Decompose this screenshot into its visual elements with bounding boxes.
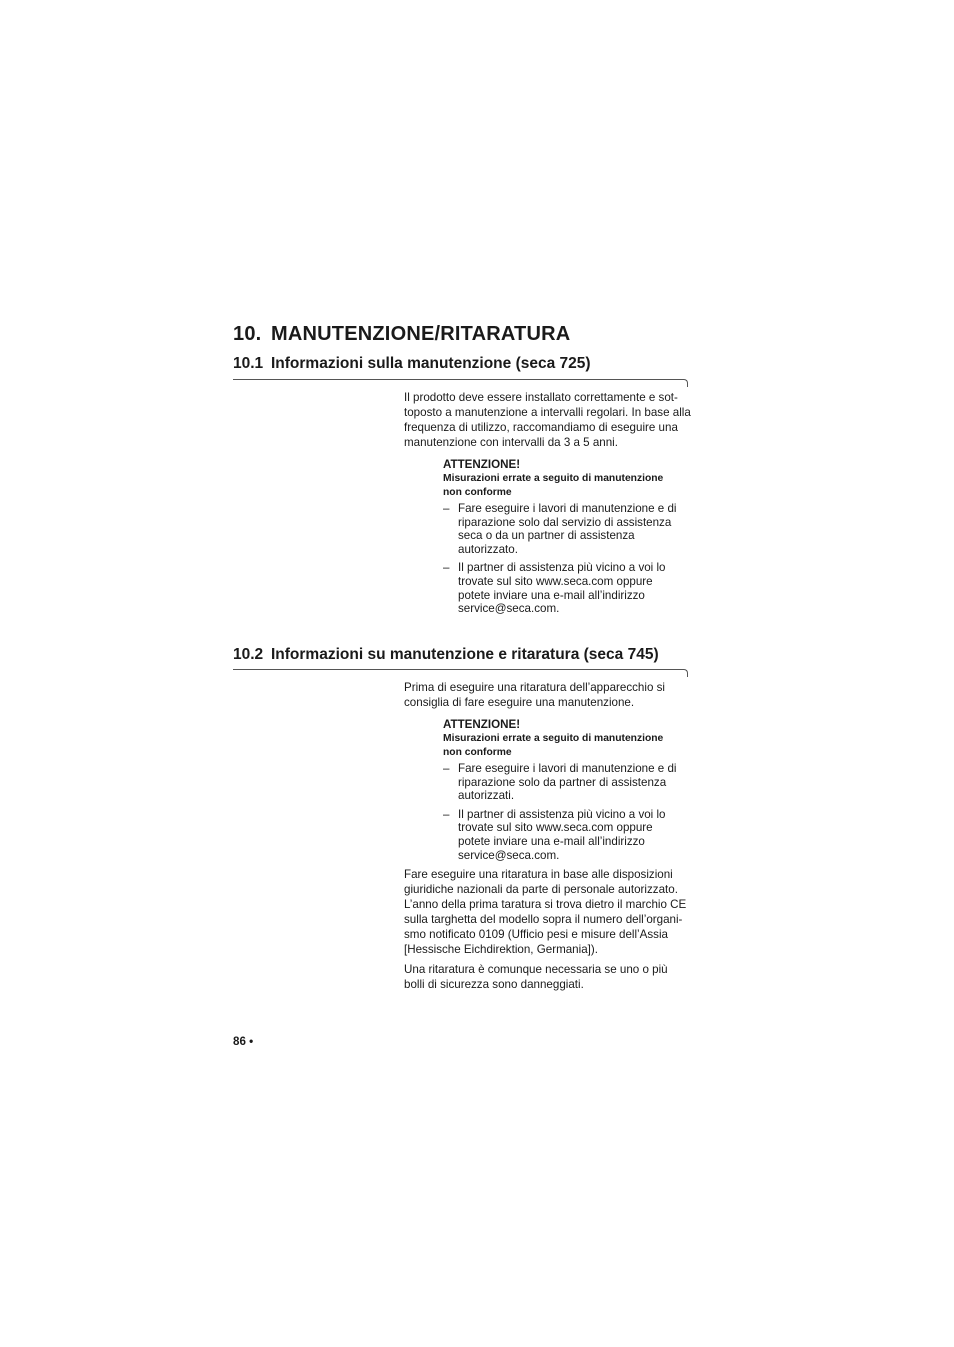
warning-title: ATTENZIONE! (443, 718, 521, 731)
text-line: Il partner di assistenza più vicino a voi lo (458, 807, 666, 821)
text-line: trovate sul sito www.seca.com oppure (458, 821, 653, 835)
text-line: Il prodotto deve essere installato correttamente e sot- (404, 391, 678, 404)
warning-box-1 (443, 458, 698, 621)
section-title: Informazioni sulla manutenzione (seca 725) (271, 355, 591, 372)
text-line: consiglia di fare eseguire una manutenzione. (404, 696, 635, 709)
text-line: Fare eseguire i lavori di manutenzione e di (458, 762, 677, 775)
text-line: sulla targhetta del modello sopra il numero dell’organi- (404, 913, 683, 926)
text-line: service@seca.com. (458, 602, 560, 616)
text-line: Prima di eseguire una ritaratura dell’apparecchio si (404, 681, 665, 694)
dash-bullet: – (443, 807, 450, 821)
warning-subtitle-line: non conforme (443, 747, 512, 758)
section-heading-10-1 (233, 355, 591, 373)
page-number: 86 • (233, 1035, 254, 1048)
list-item (443, 808, 698, 862)
section-2-intro (404, 680, 694, 710)
text-line: potete inviare una e-mail all’indirizzo (458, 834, 645, 848)
text-line: toposto a manutenzione a intervalli regolari. In base alla (404, 406, 691, 419)
seal-paragraph (404, 962, 694, 992)
text-line: giuridiche nazionali da parte di personale autorizzato. (404, 883, 678, 896)
text-line: potete inviare una e-mail all’indirizzo (458, 588, 645, 602)
section-1-intro (404, 390, 694, 450)
warning-box-2 (443, 718, 698, 867)
text-line: manutenzione con intervalli da 3 a 5 anni. (404, 436, 618, 449)
section-rule (233, 379, 684, 380)
text-line: Fare eseguire una ritaratura in base alle disposizioni (404, 868, 673, 881)
list-item (443, 502, 698, 556)
text-line: [Hessische Eichdirektion, Germania]). (404, 943, 598, 956)
text-line: autorizzato. (458, 542, 518, 556)
section-rule (233, 669, 684, 670)
dash-bullet: – (443, 762, 450, 775)
dash-bullet: – (443, 502, 450, 515)
text-line: Fare eseguire i lavori di manutenzione e di (458, 502, 677, 515)
chapter-title: MANUTENZIONE/RITARATURA (271, 323, 571, 345)
text-line: trovate sul sito www.seca.com oppure (458, 574, 653, 588)
warning-subtitle-line: Misurazioni errate a seguito di manutenzione (443, 473, 664, 484)
text-line: seca o da un partner di assistenza (458, 529, 635, 543)
text-line: frequenza di utilizzo, raccomandiamo di eseguire una (404, 421, 678, 434)
text-line: Una ritaratura è comunque necessaria se uno o più (404, 963, 668, 976)
warning-subtitle-line: non conforme (443, 487, 512, 498)
text-line: L’anno della prima taratura si trova dietro il marchio CE (404, 898, 687, 911)
chapter-heading (233, 323, 570, 346)
text-line: bolli di sicurezza sono danneggiati. (404, 978, 584, 991)
text-line: riparazione solo dal servizio di assistenza (458, 515, 672, 529)
warning-subtitle-line: Misurazioni errate a seguito di manutenzione (443, 733, 664, 744)
text-line: Il partner di assistenza più vicino a voi lo (458, 561, 666, 575)
text-line: service@seca.com. (458, 848, 560, 862)
recalibration-paragraph (404, 867, 694, 957)
text-line: riparazione solo da partner di assistenza (458, 775, 667, 789)
section-number: 10.1 (233, 355, 264, 372)
warning-list (443, 762, 698, 862)
text-line: smo notificato 0109 (Ufficio pesi e misure dell’Assia (404, 928, 668, 941)
section-title: Informazioni su manutenzione e ritaratura (seca 745) (271, 646, 659, 663)
warning-list (443, 502, 698, 616)
list-item (443, 561, 698, 615)
chapter-number: 10. (233, 323, 262, 345)
warning-title: ATTENZIONE! (443, 458, 521, 471)
list-item (443, 762, 698, 803)
text-line: autorizzati. (458, 789, 515, 803)
section-heading-10-2 (233, 646, 659, 664)
section-number: 10.2 (233, 646, 264, 663)
dash-bullet: – (443, 561, 450, 575)
